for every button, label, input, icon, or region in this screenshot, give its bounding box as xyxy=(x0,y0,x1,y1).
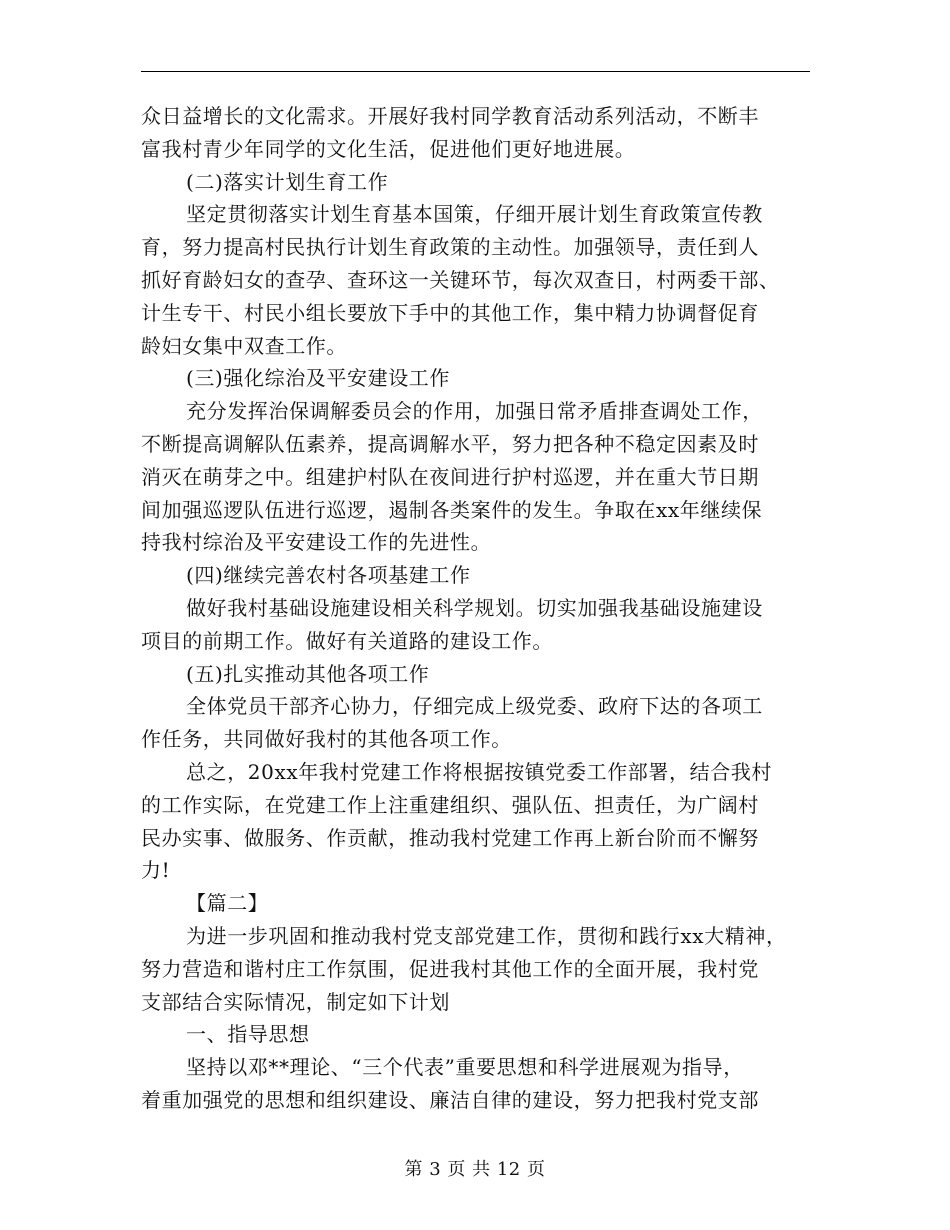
section-heading: (五)扎实推动其他各项工作 xyxy=(186,661,430,686)
text-line: 坚持以邓**理论、“三个代表”重要思想和科学进展观为指导， xyxy=(186,1055,744,1080)
text-line: 力! xyxy=(141,858,171,883)
part-heading: 【篇二】 xyxy=(186,891,269,916)
section-heading: (四)继续完善农村各项基建工作 xyxy=(186,563,471,588)
text-line: 消灭在萌芽之中。组建护村队在夜间进行护村巡逻，并在重大节日期 xyxy=(141,464,759,489)
text-line: 支部结合实际情况，制定如下计划 xyxy=(141,989,450,1014)
section-heading: (三)强化综治及平安建设工作 xyxy=(186,366,451,391)
text-line: 育，努力提高村民执行计划生育政策的主动性。加强领导，责任到人 xyxy=(141,235,759,260)
text-line: 不断提高调解队伍素养，提高调解水平，努力把各种不稳定因素及时 xyxy=(141,431,759,456)
text-line: 做好我村基础设施建设相关科学规划。切实加强我基础设施建设 xyxy=(186,595,763,620)
text-line: 坚定贯彻落实计划生育基本国策，仔细开展计划生育政策宣传教 xyxy=(186,202,763,227)
text-line: 抓好育龄妇女的查孕、查环这一关键环节，每次双查日，村两委干部、 xyxy=(141,267,780,292)
text-line: 总之，20xx年我村党建工作将根据按镇党委工作部署，结合我村 xyxy=(186,759,773,784)
text-line: 龄妇女集中双查工作。 xyxy=(141,333,347,358)
section-heading: 一、指导思想 xyxy=(186,1022,310,1047)
text-line: 努力营造和谐村庄工作氛围，促进我村其他工作的全面开展，我村党 xyxy=(141,956,759,981)
header-rule xyxy=(141,71,810,72)
text-line: 为进一步巩固和推动我村党支部党建工作，贯彻和践行xx大精神， xyxy=(186,923,787,948)
text-line: 间加强巡逻队伍进行巡逻，遏制各类案件的发生。争取在xx年继续保 xyxy=(141,497,763,522)
text-line: 着重加强党的思想和组织建设、廉洁自律的建设，努力把我村党支部 xyxy=(141,1087,759,1112)
page-footer: 第 3 页 共 12 页 xyxy=(404,1159,546,1180)
text-line: 计生专干、村民小组长要放下手中的其他工作，集中精力协调督促育 xyxy=(141,300,759,325)
text-line: 项目的前期工作。做好有关道路的建设工作。 xyxy=(141,628,553,653)
text-line: 众日益增长的文化需求。开展好我村同学教育活动系列活动，不断丰 xyxy=(141,104,759,128)
text-line: 全体党员干部齐心协力，仔细完成上级党委、政府下达的各项工 xyxy=(186,694,763,719)
text-line: 作任务，共同做好我村的其他各项工作。 xyxy=(141,727,512,752)
text-line: 民办实事、做服务、作贡献，推动我村党建工作再上新台阶而不懈努 xyxy=(141,825,759,850)
text-line: 富我村青少年同学的文化生活，促进他们更好地进展。 xyxy=(141,136,636,161)
text-line: 充分发挥治保调解委员会的作用，加强日常矛盾排查调处工作， xyxy=(186,399,763,424)
text-line: 的工作实际，在党建工作上注重建组织、强队伍、担责任，为广阔村 xyxy=(141,792,759,817)
section-heading: (二)落实计划生育工作 xyxy=(186,169,389,194)
text-line: 持我村综治及平安建设工作的先进性。 xyxy=(141,530,492,555)
body-text xyxy=(141,100,821,1117)
